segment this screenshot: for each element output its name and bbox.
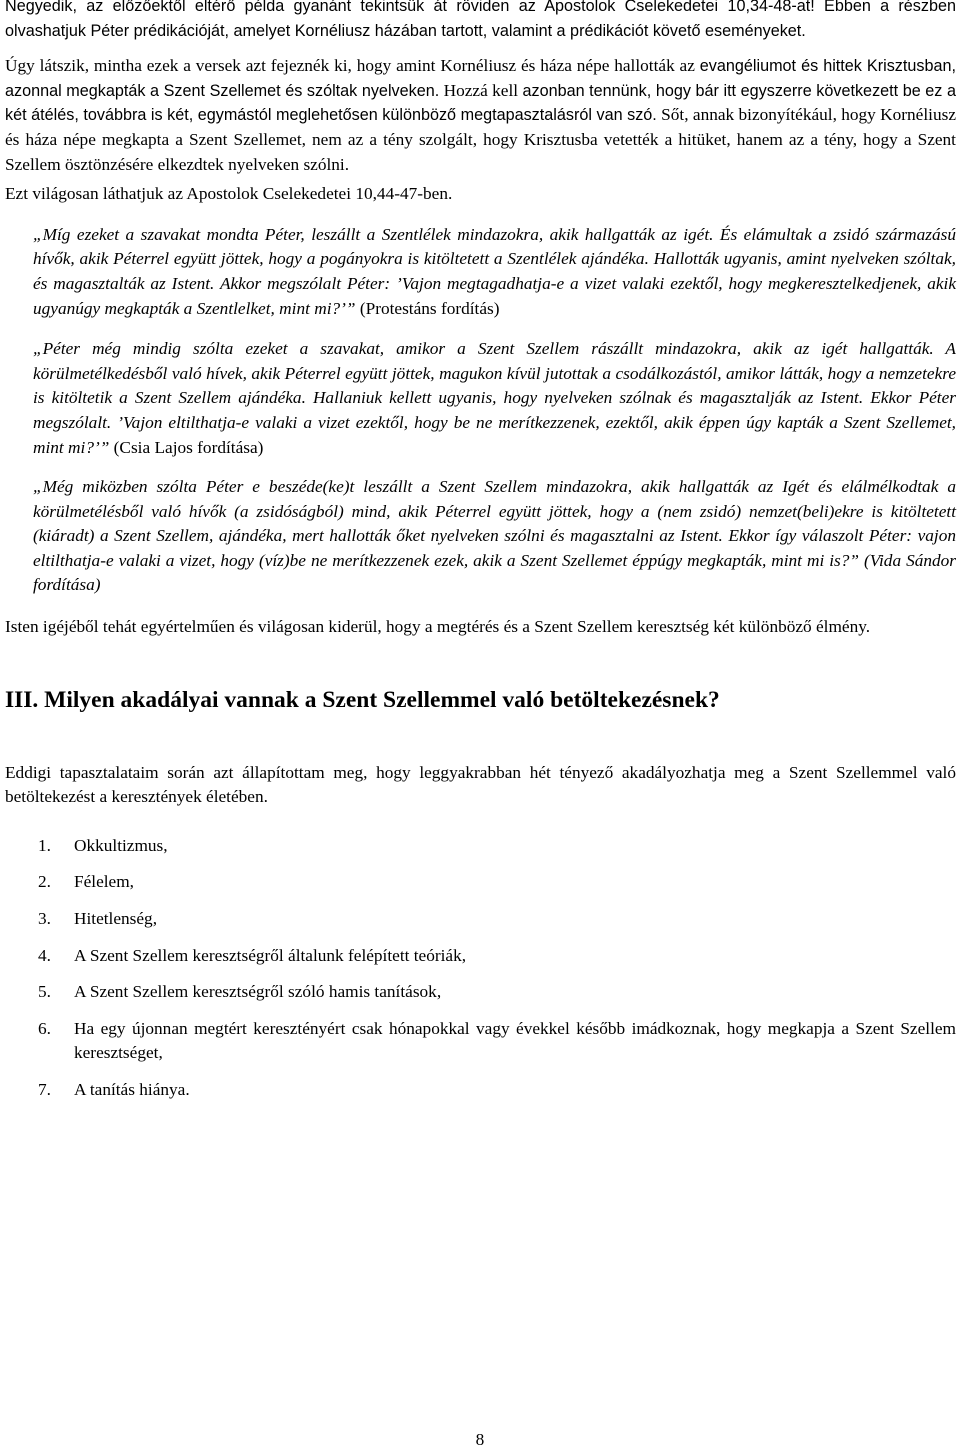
list-item — [38, 1078, 956, 1103]
bible-quote-csia — [33, 337, 956, 460]
paragraph-analysis-part-1: Úgy látszik, mintha ezek a versek azt fejeznék ki, hogy amint Kornéliusz és háza népe hallották az — [5, 56, 700, 76]
list-item-number: 4. — [38, 945, 51, 965]
list-item-text: A tanítás hiánya. — [74, 1080, 190, 1099]
list-item-text: A Szent Szellem keresztségről általunk felépített teóriák, — [74, 945, 467, 965]
bible-quote-vida — [33, 475, 956, 598]
list-item-number: 2. — [38, 872, 51, 892]
quote-text: „Míg ezeket a szavakat mondta Péter, leszállt a Szentlélek mindazokra, akik hallgatták az igét. És elámultak a zsidó származású hívők, akik Péterrel együtt jöttek, hogy a pogányokra is kitöltetett a Szentlélek ajándéka. Hallották ugyanis, amint nyelveken szóltak, és magasztalták az Istent. Akkor megszólalt Péter: ’Vajon megtagadhatja-e a vizet valaki ezektől, hogy megkeresztelkedjenek, akik ugyanúgy megkapták a Szentlelket, mint mi?’” — [33, 224, 956, 318]
paragraph-intro-example: Negyedik, az előzőektől eltérő példa gyanánt tekintsük át röviden az Apostolok Cselekedetei 10,34-48-at! Ebben a részben olvashatjuk Péter prédikációját, amelyet Kornéliusz házában tartott, valamint a prédikációt követő eseményeket. — [5, 0, 956, 40]
paragraph-section-intro: Eddigi tapasztalataim során azt állapítottam meg, hogy leggyakrabban hét tényező akadályozhatja meg a Szent Szellemmel való betöltekezést a keresztények életében. — [5, 762, 956, 807]
paragraph-analysis — [5, 54, 956, 177]
paragraph-analysis-part-5: Sőt, annak bizonyítékául, hogy Kornéliusz és háza népe megkapta a Szent Szellemet, nem az a tény szolgált, hogy Krisztusba vetették a hitüket, hanem az a tény, hogy a Szent Szellem ösztönzésére elkezdtek nyelveken szólni. — [5, 105, 956, 174]
obstacles-list — [5, 834, 956, 1103]
page-number: 8 — [475, 1430, 485, 1449]
list-item — [38, 1017, 956, 1066]
list-item — [38, 944, 956, 969]
list-item-number: 5. — [38, 982, 51, 1002]
list-item-text: A Szent Szellem keresztségről szóló hamis tanítások, — [74, 982, 442, 1002]
paragraph-reference: Ezt világosan láthatjuk az Apostolok Cselekedetei 10,44-47-ben. — [5, 184, 453, 204]
paragraph-analysis-part-2: evangéliumot és hittek Krisztusban, azonnal megkapták a Szent Szellemet és szóltak nyelveken. — [5, 57, 957, 100]
quote-source: (Csia Lajos fordítása) — [109, 437, 264, 457]
document-page — [5, 0, 956, 1115]
list-item — [38, 834, 956, 859]
paragraph-conclusion: Isten igéjéből tehát egyértelműen és világosan kiderül, hogy a megtérés és a Szent Szellem keresztség két különböző élmény. — [5, 617, 871, 637]
list-item-text: Okkultizmus, — [74, 835, 168, 855]
paragraph-analysis-part-3: Hozzá kell — [439, 80, 523, 100]
list-item — [38, 907, 956, 932]
paragraph-analysis-part-4: azonban tennünk, hogy bár itt egyszerre következett be ez a két átélés, továbbra is két, egymástól meglehetősen különböző megtapasztalásról van szó. — [5, 81, 956, 125]
quote-text: „Péter még mindig szólta ezeket a szavakat, amikor a Szent Szellem rászállt mindazokra, akik az igét hallgatták. A körülmetélkedésből való hívek, akik Péterrel együtt jöttek, magukon kívül jutottak a csodálkozástól, amikor látták, hogy a nemzetekre is kitöltetik a Szent Szellem ajándéka. Hallaniuk kellett ugyanis, hogy nyelveken szólnak és magasztalják az Istent. Ekkor Péter megszólalt. ’Vajon eltilthatja-e valaki a vizet ezektől, hogy be ne merítkezzenek, ezektől, akik éppen úgy kapták a Szent Szellemet, mint mi?’” — [33, 339, 956, 457]
list-item-number: 6. — [38, 1018, 51, 1038]
bible-quote-protestant — [33, 223, 956, 321]
list-item-text: Ha egy újonnan megtért keresztényért csak hónapokkal vagy évekkel később imádkoznak, hogy megkapja a Szent Szellem keresztséget, — [74, 1018, 956, 1063]
quote-text: „Még miközben szólta Péter e beszéde(ke)t leszállt a Szent Szellem mindazokra, akik hallgatták az Igét és elálmélkodtak a körülmetélésből való hívők (a zsidóságból) mind, akik Péterrel együtt jöttek, hogy a (nem zsidó) nemzet(beli)ekre is kitöltetett (kiáradt) a Szent Szellem, ajándéka, mert hallották őket nyelveken szólni és magasztalni az Istent. Ekkor így válaszolt Péter: vajon eltilthatja-e valaki a vizet, hogy (víz)be ne merítkezzenek ezek, akik a Szent Szellemet éppúgy megkapták, mint mi is?” — [33, 477, 956, 570]
list-item — [38, 870, 956, 895]
list-item-text: Félelem, — [74, 872, 134, 892]
quote-source: (Vida Sándor fordítása) — [33, 550, 956, 595]
list-item-number: 1. — [38, 835, 51, 855]
list-item — [38, 980, 956, 1005]
list-item-number: 7. — [38, 1080, 51, 1099]
list-item-text: Hitetlenség, — [74, 909, 158, 929]
list-item-number: 3. — [38, 909, 51, 929]
quote-source: (Protestáns fordítás) — [355, 298, 500, 318]
section-heading: III. Milyen akadályai vannak a Szent Szellemmel való betöltekezésnek? — [5, 686, 720, 713]
